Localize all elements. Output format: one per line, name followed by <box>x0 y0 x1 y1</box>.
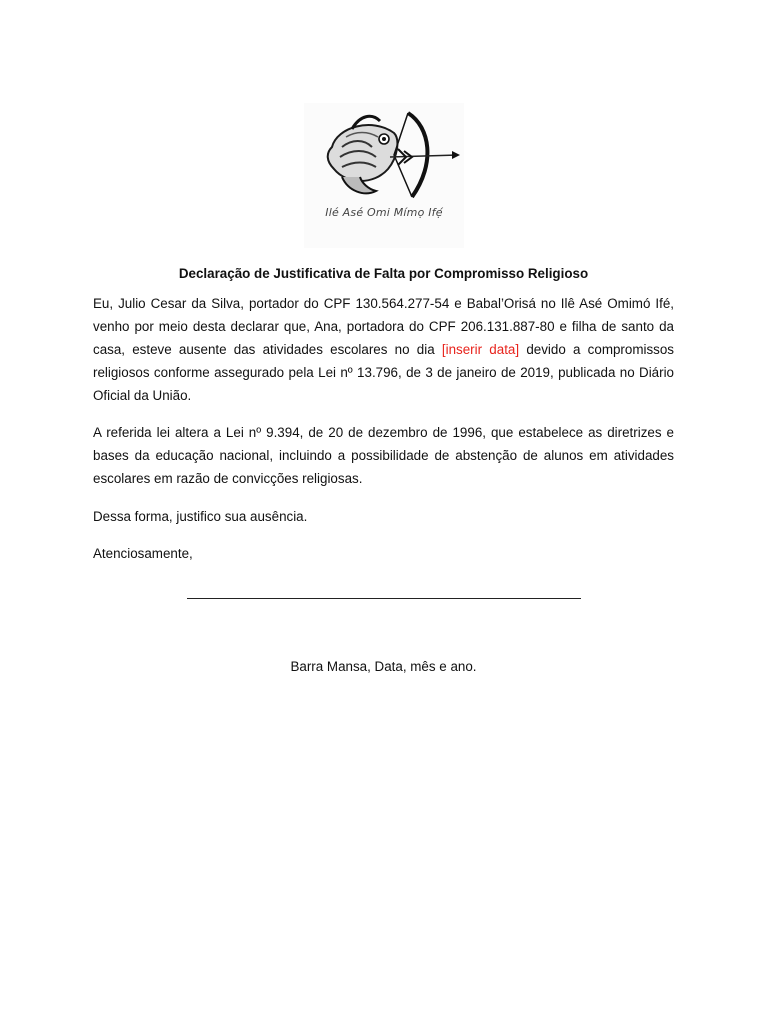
date-placeholder: [inserir data] <box>441 342 520 357</box>
closing-salutation: Atenciosamente, <box>93 546 193 561</box>
declaration-text-end: devido a compromissos religiosos conforme assegurado pela Lei nº 13.796, de 3 de janeiro de 2019, publicada no Diário Oficial da União. <box>93 342 674 403</box>
justification-paragraph: Dessa forma, justifico sua ausência. <box>93 509 308 524</box>
place-and-date: Barra Mansa, Data, mês e ano. <box>290 659 477 674</box>
declaration-paragraph <box>93 292 674 407</box>
signature-line <box>187 598 581 599</box>
document-title: Declaração de Justificativa de Falta por Compromisso Religioso <box>178 266 589 281</box>
declaration-text-start: Eu, Julio Cesar da Silva, portador do CPF 130.564.277-54 e Babal’Orisá no Ilê Asé Omimó Ifé, venho por meio desta declarar que, Ana, portadora do CPF 206.131.887-80 e filha de santo da casa, esteve ausente das atividades escolares no dia <box>93 296 674 357</box>
law-reference-paragraph: A referida lei altera a Lei nº 9.394, de 20 de dezembro de 1996, que estabelece as diretrizes e bases da educação nacional, incluindo a possibilidade de abstenção de alunos em atividades escolares em razão de convicções religiosas. <box>93 425 674 486</box>
fish-and-bow-emblem-icon <box>312 107 462 207</box>
logo <box>304 103 464 248</box>
logo-caption: Ilé Asé Omi Mímọ Ifẹ́ <box>325 206 443 219</box>
